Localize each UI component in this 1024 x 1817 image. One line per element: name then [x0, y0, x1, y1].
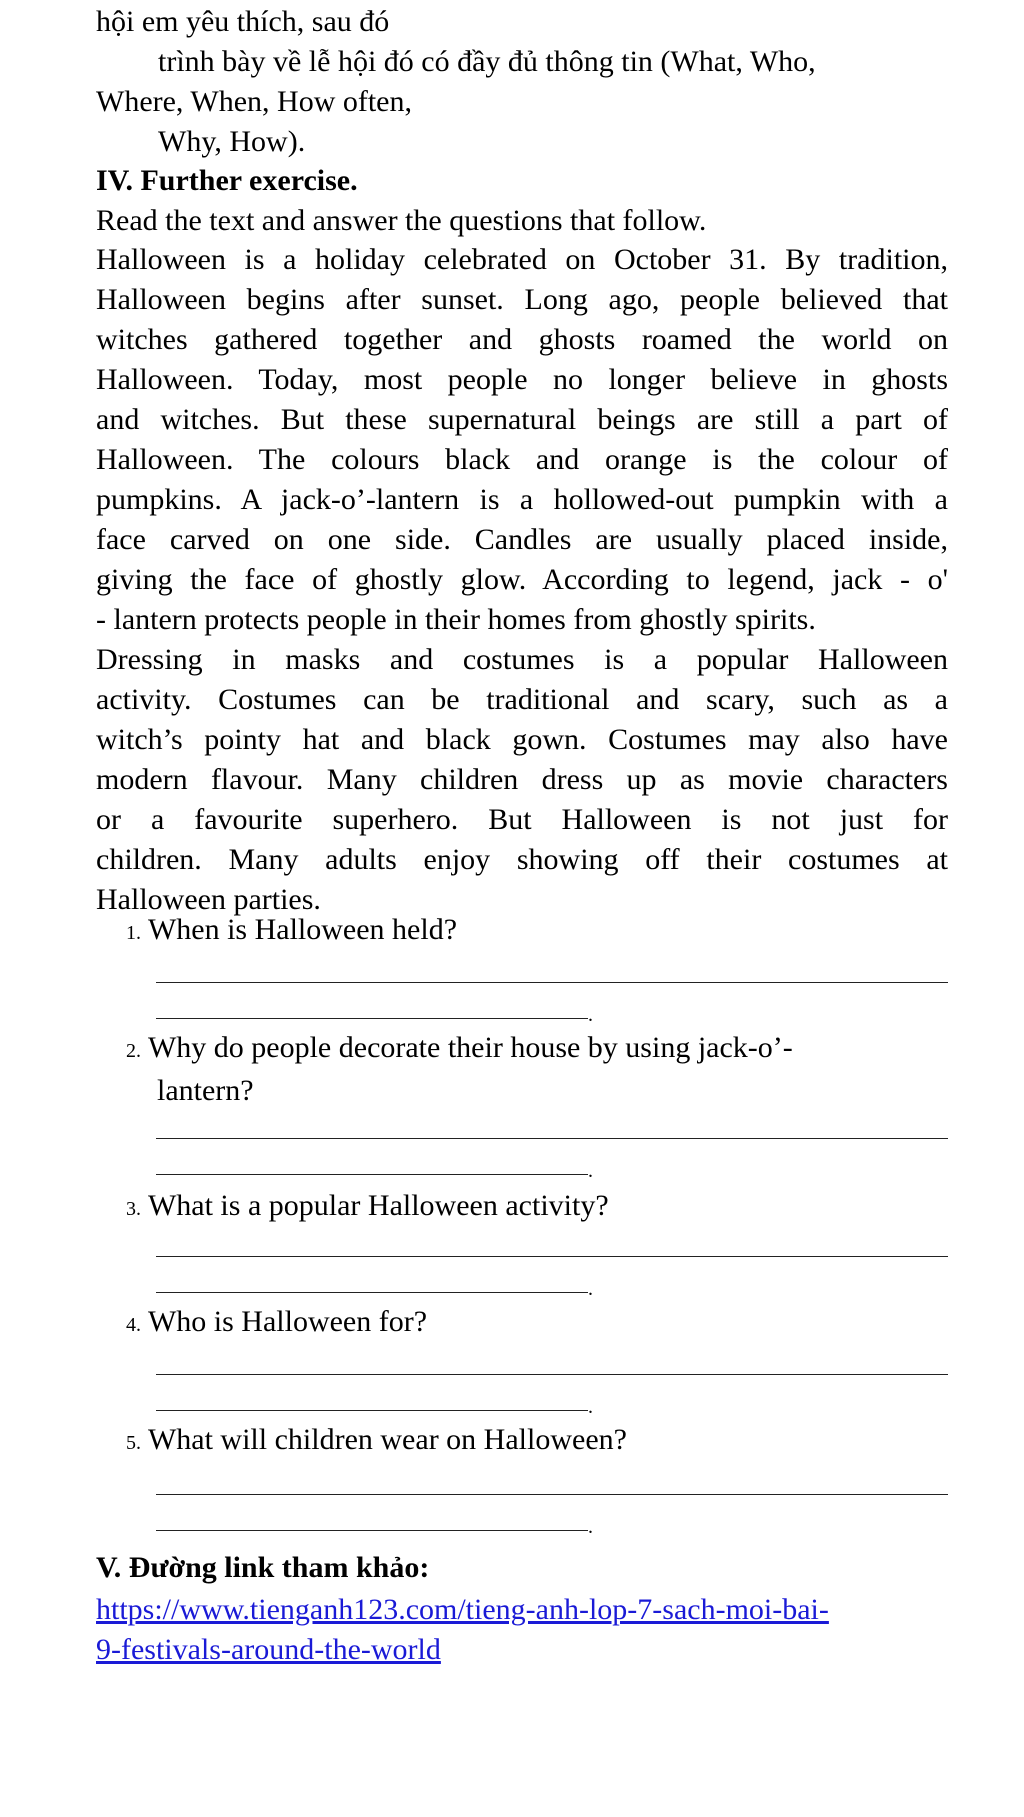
answer-line-short[interactable] — [156, 1148, 593, 1188]
passage-line: Halloween is a holiday celebrated on October 31. By tradition, — [96, 243, 948, 276]
question-text: What is a popular Halloween activity? — [147, 1189, 609, 1222]
question-3 — [126, 1186, 609, 1229]
answer-line-short[interactable] — [156, 1384, 593, 1424]
answer-line[interactable] — [156, 1470, 948, 1495]
answer-period: . — [588, 1516, 593, 1538]
question-5 — [126, 1420, 627, 1463]
passage-line: pumpkins. A jack-o’-lantern is a hollowed-out pumpkin with a — [96, 483, 948, 516]
passage-line: and witches. But these supernatural beings are still a part of — [96, 403, 948, 436]
section-5-heading: V. Đường link tham khảo: — [96, 1551, 430, 1584]
passage-line: giving the face of ghostly glow. According to legend, jack - o' — [96, 563, 948, 596]
question-number: 3. — [126, 1198, 141, 1220]
question-number: 5. — [126, 1432, 141, 1454]
question-number: 4. — [126, 1314, 141, 1336]
answer-line[interactable] — [156, 1232, 948, 1257]
question-text: Who is Halloween for? — [147, 1305, 428, 1338]
passage-line: children. Many adults enjoy showing off their costumes at — [96, 843, 948, 876]
answer-period: . — [588, 1004, 593, 1026]
question-text: What will children wear on Halloween? — [147, 1423, 627, 1456]
instruction-text: Read the text and answer the questions that follow. — [96, 204, 707, 237]
reading-passage — [96, 240, 948, 920]
answer-period: . — [588, 1278, 593, 1300]
question-2 — [126, 1028, 793, 1111]
passage-line: Halloween. Today, most people no longer believe in ghosts — [96, 363, 948, 396]
reference-link-line-2[interactable]: 9-festivals-around-the-world — [96, 1633, 441, 1666]
reference-link[interactable] — [96, 1590, 829, 1670]
answer-line[interactable] — [156, 1350, 948, 1375]
passage-line: Halloween. The colours black and orange is the colour of — [96, 443, 948, 476]
passage-line: Dressing in masks and costumes is a popular Halloween — [96, 643, 948, 676]
answer-period: . — [588, 1160, 593, 1182]
answer-line-short[interactable] — [156, 1266, 593, 1306]
question-4 — [126, 1302, 427, 1345]
passage-line: activity. Costumes can be traditional and scary, such as a — [96, 683, 948, 716]
answer-line-short[interactable] — [156, 1504, 593, 1544]
answer-line[interactable] — [156, 958, 948, 983]
answer-period: . — [588, 1396, 593, 1418]
answer-line-short[interactable] — [156, 992, 593, 1032]
passage-line: witch’s pointy hat and black gown. Costumes may also have — [96, 723, 948, 756]
question-number: 2. — [126, 1040, 141, 1062]
question-number: 1. — [126, 922, 141, 944]
question-1 — [126, 910, 457, 953]
passage-line: modern flavour. Many children dress up as movie characters — [96, 763, 948, 796]
intro-line-3: Where, When, How often, — [96, 85, 412, 118]
passage-line: or a favourite superhero. But Halloween is not just for — [96, 803, 948, 836]
question-text-continued: lantern? — [157, 1074, 254, 1107]
reference-link-line-1[interactable]: https://www.tienganh123.com/tieng-anh-lop-7-sach-moi-bai- — [96, 1593, 829, 1626]
passage-line: - lantern protects people in their homes from ghostly spirits. — [96, 603, 816, 636]
passage-line: face carved on one side. Candles are usually placed inside, — [96, 523, 948, 556]
question-text: When is Halloween held? — [147, 913, 458, 946]
intro-line-4: Why, How). — [158, 125, 306, 158]
passage-line: witches gathered together and ghosts roamed the world on — [96, 323, 948, 356]
question-text: Why do people decorate their house by using jack-o’- — [147, 1031, 793, 1064]
answer-line[interactable] — [156, 1114, 948, 1139]
section-4-heading: IV. Further exercise. — [96, 164, 358, 197]
intro-line-1: hội em yêu thích, sau đó — [96, 5, 390, 38]
passage-line: Halloween begins after sunset. Long ago, people believed that — [96, 283, 948, 316]
passage-line: Halloween parties. — [96, 883, 321, 916]
intro-line-2: trình bày về lễ hội đó có đầy đủ thông tin (What, Who, — [158, 45, 816, 78]
